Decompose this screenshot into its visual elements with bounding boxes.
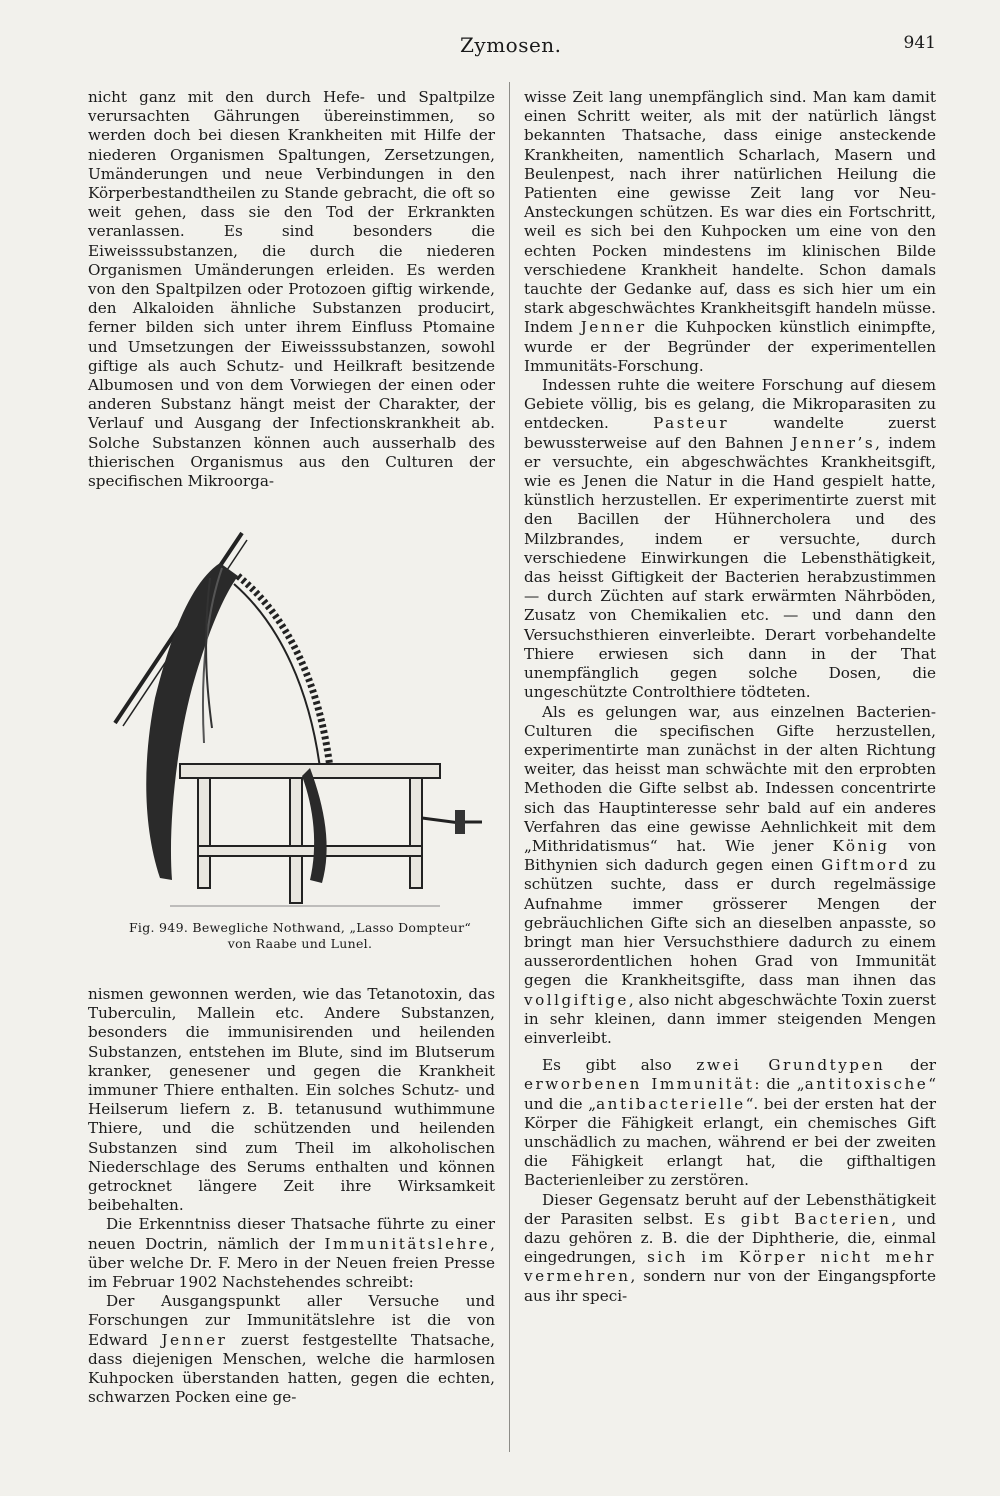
- figure-caption: [100, 920, 500, 952]
- text-run: zu schützen suchte, dass er durch regelmässige Aufnahme immer grösserer Mengen der gebräuchlichen Gifte sich an dieselben anpasste, so bringt man hier Versuchsthiere dadurch zu einem ausserordentlichen hohen Grad von Immunität gegen die Krankheitsgifte, dass man ihnen das: [524, 856, 936, 990]
- emphasis-text: erworbenen Immunität: [524, 1075, 755, 1094]
- paragraph: nismen gewonnen werden, wie das Tetanotoxin, das Tuberculin, Mallein etc. Andere Substanzen, besonders die immunisirenden und heilenden Substanzen, entstehen im Blute, sind im Blutserum kranker, genesener und gegen die Krankheit immuner Thiere enthalten. Ein solches Schutz- und Heilserum liefern z. B. tetanusund wuthimmune Thiere, und die schützenden und heilenden Substanzen sind zum Theil im alkoholischen Niederschlage des Serums enthalten und können getrocknet längere Zeit ihre Wirksamkeit beibehalten.: [88, 985, 495, 1215]
- paragraph: [524, 1191, 936, 1306]
- left-column-bottom: [88, 985, 495, 1407]
- emphasis-text: König: [832, 836, 890, 855]
- emphasis-text: Immunitätslehre: [324, 1234, 491, 1253]
- caption-line-2: von Raabe und Lunel.: [227, 936, 373, 951]
- text-run: , sondern nur von der Eingangspforte aus ihr speci-: [524, 1267, 936, 1305]
- text-run: der: [885, 1056, 936, 1075]
- text-run: , indem er versuchte, ein abgeschwächtes Krankheitsgift, wie es Jenen die Natur in die Hand gespielt hatte, künstlich herzustellen. Er experimentirte zuerst mit den Bacillen der Hühnercholera und des Milzbrandes, indem er versuchte, durch verschiedene Einwirkungen die Lebensthätigkeit, das heisst Giftigkeit der Bacterien herabzustimmen — durch Züchten auf stark erwärmten Nährböden, Zusatz von Chemikalien etc. — und dann den Versuchsthieren einverleibte. Derart vorbehandelte Thiere erwiesen sich dann in der That unempfänglich gegen solche Dosen, die ungeschützte Controlthiere tödteten.: [524, 433, 937, 702]
- emphasis-text: Jenner’s: [791, 433, 876, 452]
- text-run: Die Erkenntniss dieser Thatsache führte zu einer neuen Doctrin, nämlich der: [88, 1215, 495, 1253]
- text-run: Der Ausgangspunkt aller Versuche und Forschungen zur Immunitätslehre ist die von Edward: [88, 1292, 495, 1349]
- page-number: 941: [903, 33, 936, 53]
- page-header-title: Zymosen.: [460, 33, 562, 57]
- paragraph: [88, 1215, 495, 1292]
- text-run: “. bei der ersten hat der Körper die Fähigkeit erlangt, ein chemisches Gift unschädlich zu machen, während er bei der zweiten die Fähigkeit erlangt hat, die gifthaltigen Bacterienleiber zu zerstören.: [524, 1094, 936, 1190]
- text-run: Es gibt also: [542, 1056, 697, 1075]
- emphasis-text: sich im Körper nicht mehr vermehren: [524, 1248, 937, 1286]
- text-run: zuerst festgestellte Thatsache, dass diejenigen Menschen, welche die harmlosen Kuhpocken überstanden hatten, gegen die echten, schwarzen Pocken eine ge-: [88, 1330, 495, 1407]
- paragraph: [524, 1056, 936, 1190]
- text-run: , über welche Dr. F. Mero in der Neuen freien Presse im Februar 1902 Nachstehendes schreibt:: [88, 1234, 495, 1292]
- left-column-top: [88, 88, 495, 491]
- column-divider: [509, 82, 510, 1452]
- text-run: die Kuhpocken künstlich einimpfte, wurde er der Begründer der experimentellen Immunitäts-Forschung.: [524, 318, 936, 375]
- emphasis-text: vollgiftige: [524, 990, 629, 1009]
- text-run: “ und die „: [524, 1075, 936, 1113]
- paragraph: [88, 1292, 495, 1407]
- text-run: Dieser Gegensatz beruht auf der Lebensthätigkeit der Parasiten selbst.: [524, 1190, 936, 1228]
- emphasis-text: Giftmord: [821, 856, 911, 875]
- movable-wall-illustration: [110, 528, 490, 920]
- caption-line-1: Fig. 949. Bewegliche Nothwand, „Lasso Dompteur“: [128, 920, 472, 935]
- emphasis-text: antitoxische: [804, 1075, 929, 1094]
- text-run: , also nicht abgeschwächte Toxin zuerst in sehr kleinen, dann immer steigenden Mengen einverleibt.: [524, 990, 936, 1047]
- text-run: von Bithynien sich dadurch gegen einen: [524, 836, 936, 875]
- emphasis-text: Jenner: [580, 318, 647, 337]
- emphasis-text: Pasteur: [653, 414, 730, 433]
- text-run: wisse Zeit lang unempfänglich sind. Man kam damit einen Schritt weiter, als mit der natürlich längst bekannten Thatsache, dass einige ansteckende Krankheiten, namentlich Scharlach, Masern und Beulenpest, nach ihrer natürlichen Heilung die Patienten eine gewisse Zeit lang vor Neu-Ansteckungen schützen. Es war dies ein Fortschritt, weil es sich bei den Kuhpocken um eine von den echten Pocken mindestens im klinischen Bilde verschiedene Krankheit handelte. Schon damals tauchte der Gedanke auf, dass es sich hier um ein stark abgeschwächtes Krankheitsgift handeln müsse. Indem: [524, 88, 936, 337]
- paragraph: [524, 703, 936, 1049]
- text-run: , und dazu gehören z. B. die der Diphtherie, die, einmal eingedrungen,: [524, 1209, 936, 1267]
- text-run: : die „: [754, 1075, 805, 1094]
- emphasis-text: antibacterielle: [596, 1094, 746, 1113]
- paragraph: [524, 376, 936, 702]
- text-run: wandelte zuerst bewussterweise auf den Bahnen: [524, 414, 936, 452]
- text-run: Indessen ruhte die weitere Forschung auf diesem Gebiete völlig, bis es gelang, die Mikroparasiten zu entdecken.: [524, 376, 936, 433]
- emphasis-text: Jenner: [161, 1330, 228, 1349]
- right-column: [524, 88, 936, 1306]
- emphasis-text: Es gibt Bacterien: [703, 1209, 892, 1228]
- paragraph: nicht ganz mit den durch Hefe- und Spaltpilze verursachten Gährungen übereinstimmen, so werden doch bei diesen Krankheiten mit Hilfe der niederen Organismen Spaltungen, Zersetzungen, Umänderungen und neue Verbindungen in den Körperbestandtheilen zu Stande gebracht, die oft so weit gehen, dass sie den Tod der Erkrankten veranlassen. Es sind besonders die Eiweisssubstanzen, die durch die niederen Organismen Umänderungen erleiden. Es werden von den Spaltpilzen oder Protozoen giftig wirkende, den Alkaloiden ähnliche Substanzen producirt, ferner bilden sich unter ihrem Einfluss Ptomaine und Umsetzungen der Eiweisssubstanzen, sowohl giftige als auch Schutz- und Heilkraft besitzende Albumosen und von dem Vorwiegen der einen oder anderen Substanz hängt meist der Charakter, der Verlauf und Ausgang der Infectionskrankheit ab. Solche Substanzen können auch ausserhalb des thierischen Organismus aus den Culturen der specifischen Mikroorga-: [88, 88, 495, 491]
- figure-illustration: [110, 528, 490, 920]
- text-run: Als es gelungen war, aus einzelnen Bacterien-Culturen die specifischen Gifte herzustellen, experimentirte man zunächst in der alten Richtung weiter, das heisst man schwächte mit den erprobten Methoden die Gifte selbst ab. Indessen concentrirte sich das Hauptinteresse sehr bald auf ein anderes Verfahren das eine gewisse Aehnlichkeit mit dem „Mithridatismus“ hat. Wie jener: [524, 702, 936, 855]
- paragraph: [524, 88, 936, 376]
- emphasis-text: zwei Grundtypen: [696, 1056, 886, 1075]
